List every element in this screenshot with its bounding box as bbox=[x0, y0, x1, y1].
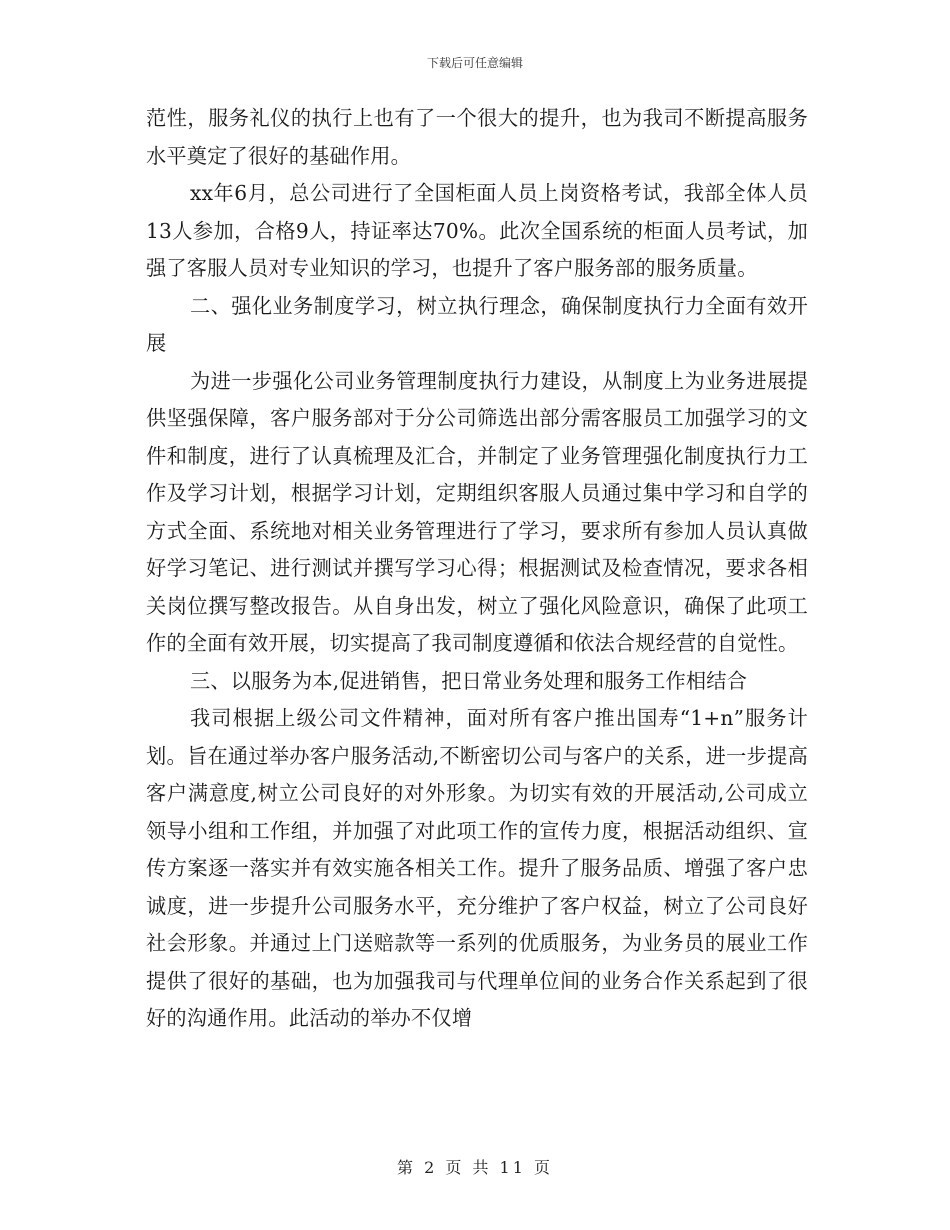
paragraph-2: xx年6月，总公司进行了全国柜面人员上岗资格考试，我部全体人员13人参加，合格9人，持证率达70%。此次全国系统的柜面人员考试，加强了客服人员对专业知识的学习，也提升了客户服务部的服务质量。 bbox=[146, 181, 808, 280]
paragraph-4: 我司根据上级公司文件精神，面对所有客户推出国寿“1+n”服务计划。旨在通过举办客户服务活动,不断密切公司与客户的关系，进一步提高客户满意度,树立公司良好的对外形象。为切实有效的开展活动,公司成立领导小组和工作组，并加强了对此项工作的宣传力度，根据活动组织、宣传方案逐一落实并有效实施各相关工作。提升了服务品质、增强了客户忠诚度，进一步提升公司服务水平，充分维护了客户权益，树立了公司良好社会形象。并通过上门送赔款等一系列的优质服务，为业务员的展业工作提供了很好的基础，也为加强我司与代理单位间的业务合作关系起到了很好的沟通作用。此活动的举办不仅增 bbox=[146, 706, 808, 1030]
document-body bbox=[146, 100, 808, 1038]
page-footer: 第 2 页 共 11 页 bbox=[397, 1158, 553, 1177]
paragraph-1: 范性，服务礼仪的执行上也有了一个很大的提升，也为我司不断提高服务水平奠定了很好的基础作用。 bbox=[146, 106, 808, 168]
paragraph-3: 为进一步强化公司业务管理制度执行力建设，从制度上为业务进展提供坚强保障，客户服务部对于分公司筛选出部分需客服员工加强学习的文件和制度，进行了认真梳理及汇合，并制定了业务管理强化制度执行力工作及学习计划，根据学习计划，定期组织客服人员通过集中学习和自学的方式全面、系统地对相关业务管理进行了学习，要求所有参加人员认真做好学习笔记、进行测试并撰写学习心得；根据测试及检查情况，要求各相关岗位撰写整改报告。从自身出发，树立了强化风险意识，确保了此项工作的全面有效开展，切实提高了我司制度遵循和依法合规经营的自觉性。 bbox=[146, 368, 808, 655]
section-heading-3: 三、以服务为本,促进销售，把日常业务处理和服务工作相结合 bbox=[190, 668, 748, 693]
section-heading-2: 二、强化业务制度学习，树立执行理念，确保制度执行力全面有效开展 bbox=[146, 293, 808, 355]
page-header: 下载后可任意编辑 bbox=[426, 56, 523, 70]
